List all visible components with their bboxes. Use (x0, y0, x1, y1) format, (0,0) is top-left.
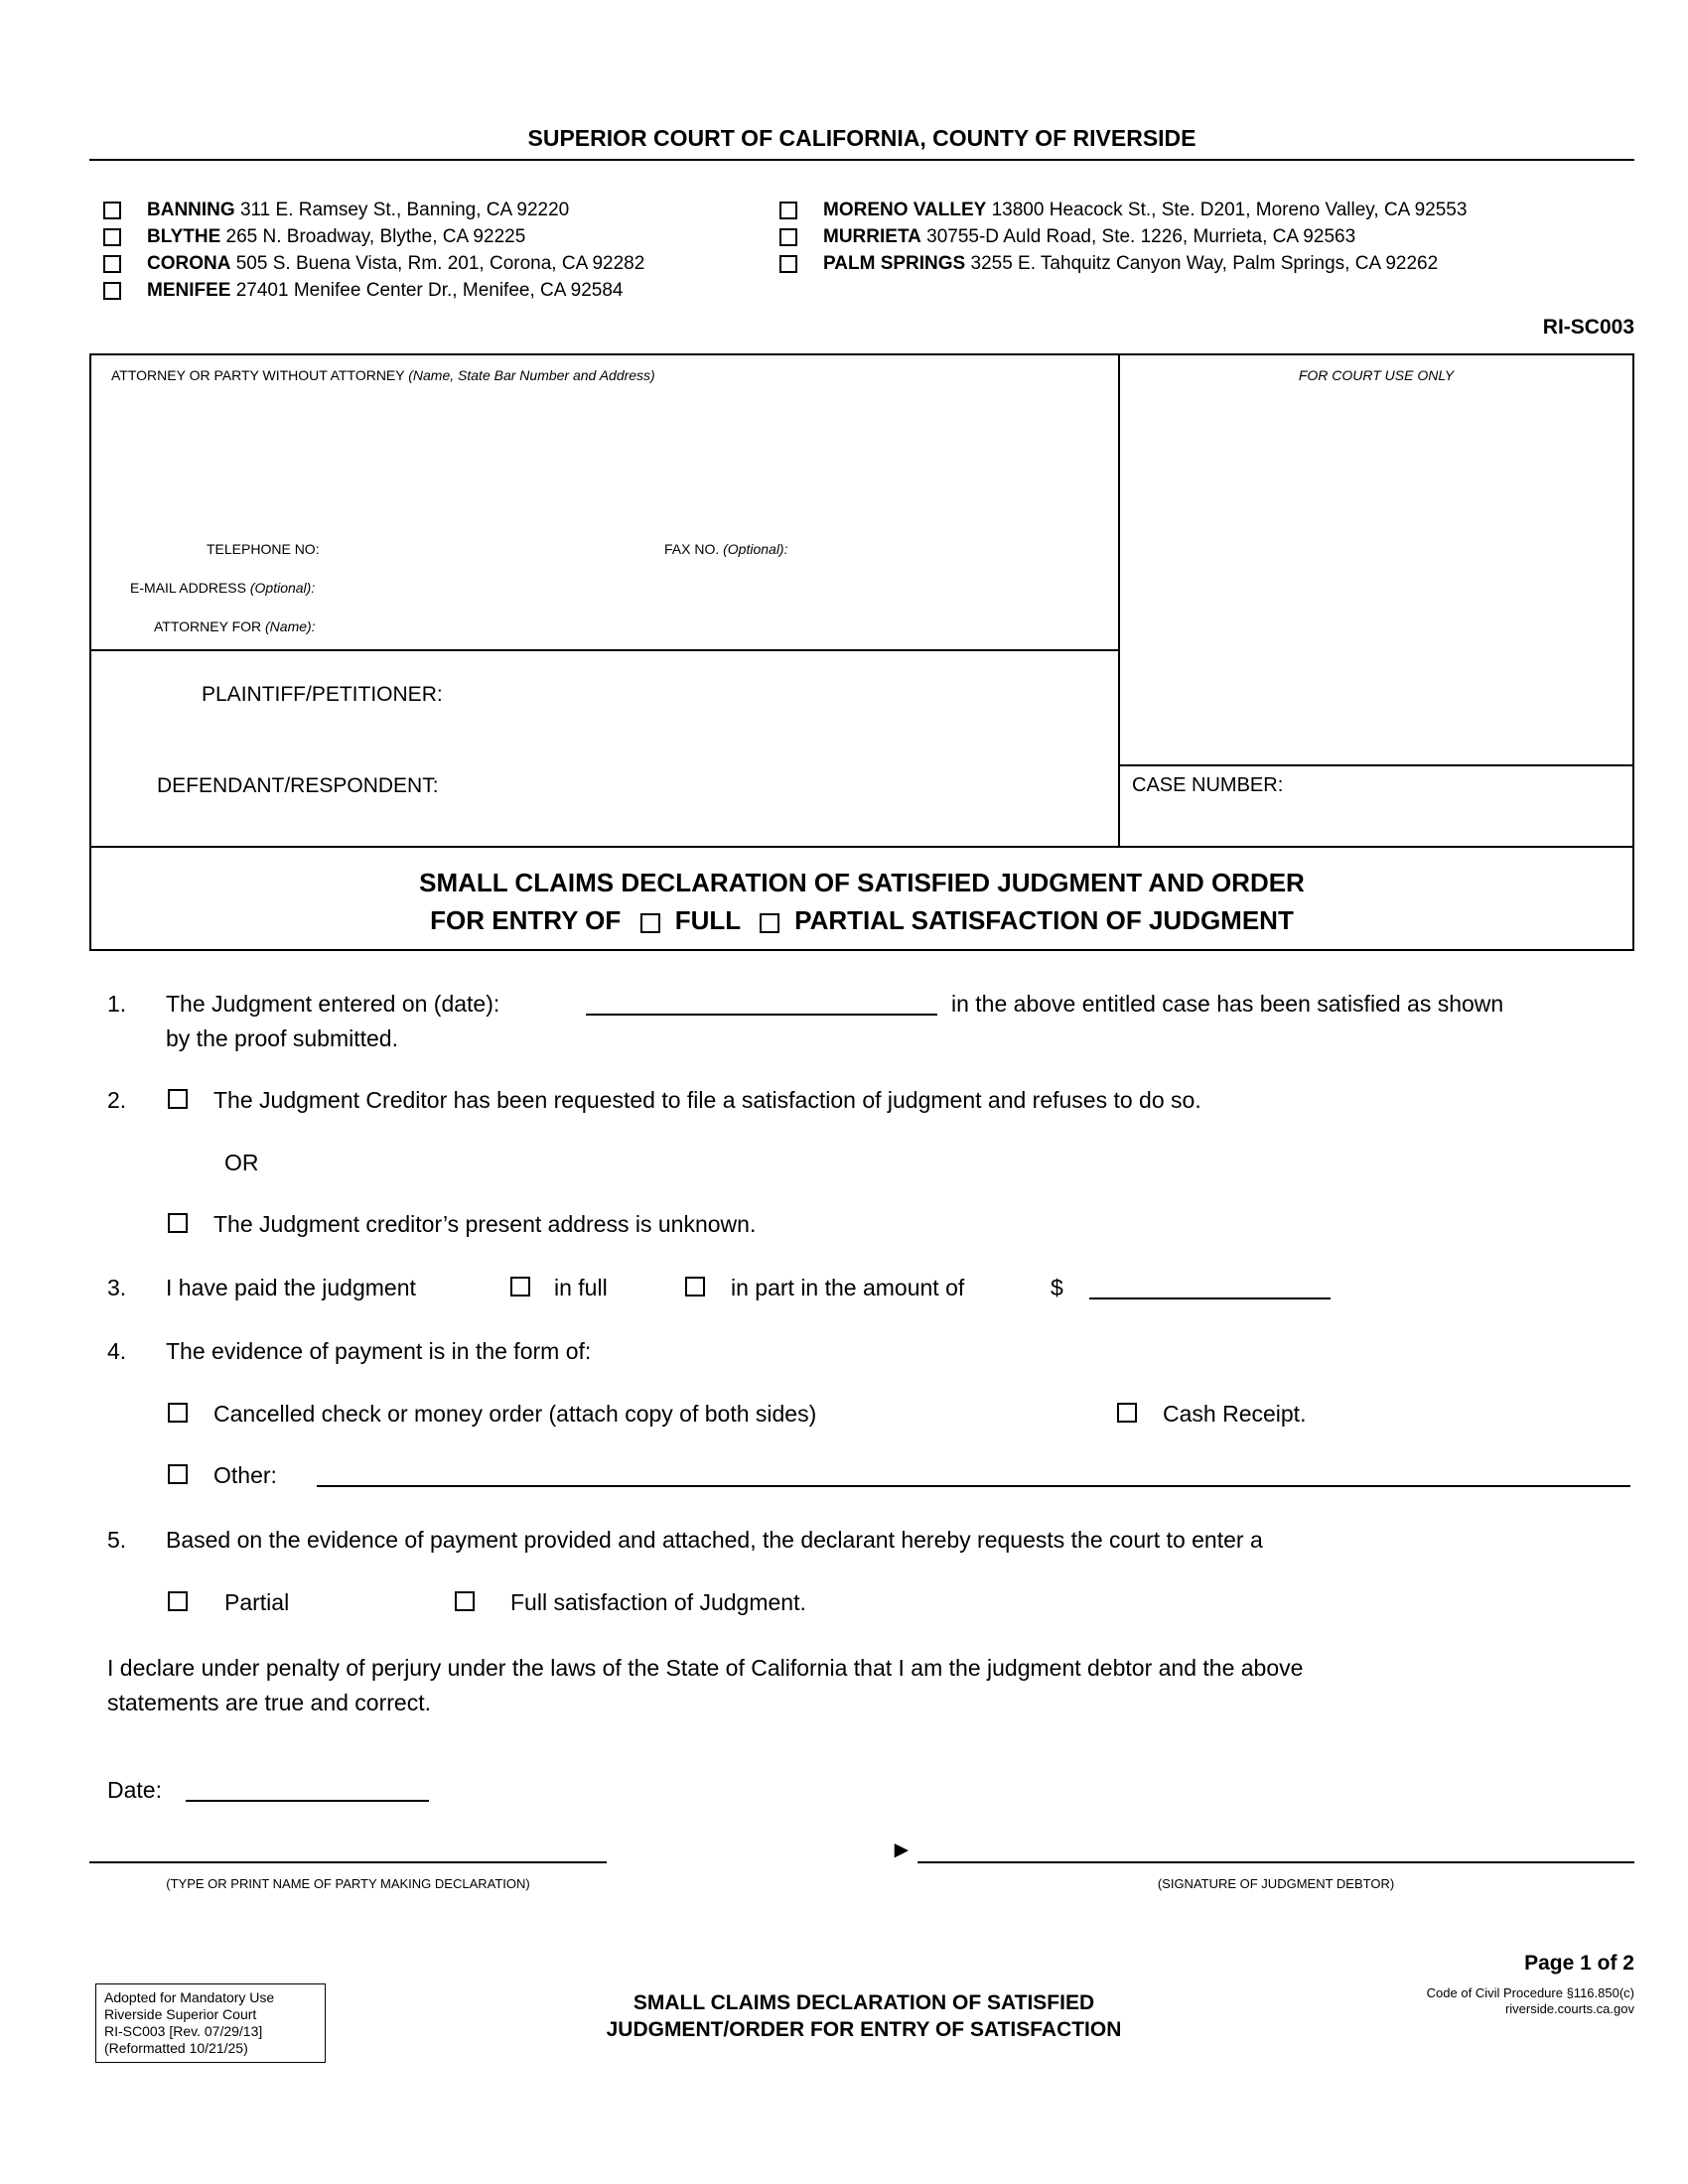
case-number-box[interactable] (1120, 764, 1632, 846)
palm-springs-checkbox[interactable] (779, 255, 797, 273)
item-1-line1 (89, 990, 1634, 1018)
other-checkbox[interactable] (168, 1464, 188, 1484)
address-unknown-checkbox[interactable] (168, 1213, 188, 1233)
date-row (89, 1776, 1634, 1804)
footer-adoption-line: RI-SC003 [Rev. 07/29/13] (104, 2023, 263, 2039)
item-1-text-before: The Judgment entered on (date): (166, 991, 500, 1017)
in-part-label: in part in the amount of (731, 1275, 965, 1300)
plaintiff-label: PLAINTIFF/PETITIONER: (202, 683, 443, 706)
email-label: E-MAIL ADDRESS (Optional): (130, 580, 316, 596)
footer-form-title-line2: JUDGMENT/ORDER FOR ENTRY OF SATISFACTION (606, 2018, 1122, 2041)
item-5 (89, 1526, 1634, 1554)
location-label (823, 200, 1467, 221)
judgment-date-field[interactable] (586, 990, 937, 1016)
full-title-checkbox[interactable] (640, 913, 660, 933)
location-row-corona (103, 250, 779, 277)
amount-field[interactable] (1089, 1274, 1331, 1299)
location-name: BANNING (147, 199, 235, 220)
declaration-line1: I declare under penalty of perjury under the laws of the State of California that I am the judgment debtor and the above (107, 1655, 1304, 1681)
item-1-line2 (89, 1024, 1634, 1052)
in-full-checkbox[interactable] (510, 1277, 530, 1297)
location-address: 505 S. Buena Vista, Rm. 201, Corona, CA 92282 (235, 252, 645, 274)
dollar-sign: $ (1051, 1275, 1063, 1300)
location-label (823, 226, 1355, 248)
murrieta-checkbox[interactable] (779, 228, 797, 246)
partial-title-label: PARTIAL SATISFACTION OF JUDGMENT (794, 905, 1294, 935)
or-label: OR (224, 1150, 259, 1175)
item-4-options1 (89, 1400, 1634, 1428)
item-2-option2 (89, 1210, 1634, 1238)
party-section[interactable] (91, 651, 1118, 846)
creditor-refuses-checkbox[interactable] (168, 1089, 188, 1109)
caption-box (89, 353, 1634, 848)
page-footer (89, 1983, 1634, 2093)
attorney-section[interactable] (91, 355, 1118, 651)
footer-adoption-line: Adopted for Mandatory Use (104, 1989, 275, 2005)
menifee-checkbox[interactable] (103, 282, 121, 300)
form-title-prefix: FOR ENTRY OF (430, 905, 622, 935)
location-address: 30755-D Auld Road, Ste. 1226, Murrieta, CA 92563 (926, 225, 1356, 247)
location-label (147, 226, 525, 248)
item-4 (89, 1337, 1634, 1365)
attorney-for-label: ATTORNEY FOR (Name): (154, 618, 316, 634)
signature-line[interactable] (917, 1835, 1634, 1863)
footer-code-line2: riverside.courts.ca.gov (1504, 2001, 1634, 2016)
footer-code-reference (1427, 1985, 1634, 2017)
attorney-label-main: ATTORNEY OR PARTY WITHOUT ATTORNEY (111, 367, 405, 383)
location-name: MENIFEE (147, 279, 231, 301)
location-row-banning (103, 197, 779, 223)
other-field[interactable] (317, 1461, 1630, 1487)
location-row-murrieta (779, 223, 1634, 250)
telephone-label: TELEPHONE NO: (207, 541, 320, 557)
cash-receipt-label: Cash Receipt. (1163, 1401, 1307, 1427)
location-row-blythe (103, 223, 779, 250)
full-title-label: FULL (674, 905, 741, 935)
footer-adoption-block (95, 1983, 326, 2063)
signature-arrow-icon: ► (890, 1837, 914, 1863)
blythe-checkbox[interactable] (103, 228, 121, 246)
location-row-palm-springs (779, 250, 1634, 277)
footer-form-title (437, 1989, 1291, 2043)
court-locations (89, 197, 1634, 304)
cash-receipt-checkbox[interactable] (1117, 1403, 1137, 1423)
case-number-label: CASE NUMBER: (1132, 774, 1284, 796)
corona-checkbox[interactable] (103, 255, 121, 273)
item-3 (89, 1274, 1634, 1301)
fax-label: FAX NO. (Optional): (664, 541, 788, 557)
court-title: SUPERIOR COURT OF CALIFORNIA, COUNTY OF RIVERSIDE (527, 125, 1196, 151)
item-1-text-line2: by the proof submitted. (166, 1025, 398, 1051)
item-4-other (89, 1461, 1634, 1489)
location-address: 311 E. Ramsey St., Banning, CA 92220 (239, 199, 570, 220)
location-address: 27401 Menifee Center Dr., Menifee, CA 92584 (235, 279, 624, 301)
item-2-or (89, 1149, 1634, 1176)
cancelled-check-checkbox[interactable] (168, 1403, 188, 1423)
location-label (147, 280, 623, 302)
location-name: CORONA (147, 252, 231, 274)
caption-right (1120, 355, 1632, 846)
page-header (89, 125, 1634, 161)
partial-satisfaction-checkbox[interactable] (168, 1591, 188, 1611)
location-label (823, 253, 1438, 275)
date-field[interactable] (186, 1776, 429, 1802)
item-3-text: I have paid the judgment (166, 1275, 416, 1300)
location-label (147, 253, 644, 275)
location-name: MURRIETA (823, 225, 921, 247)
location-name: BLYTHE (147, 225, 221, 247)
footer-form-title-line1: SMALL CLAIMS DECLARATION OF SATISFIED (633, 1991, 1095, 2014)
footer-code-line1: Code of Civil Procedure §116.850(c) (1426, 1985, 1634, 2000)
moreno-valley-checkbox[interactable] (779, 202, 797, 219)
signature-section (89, 1835, 1634, 1894)
caption-left (91, 355, 1120, 846)
form-title-line1: SMALL CLAIMS DECLARATION OF SATISFIED JUDGMENT AND ORDER (419, 868, 1305, 897)
item-1-text-after: in the above entitled case has been satisfied as shown (951, 991, 1504, 1017)
item-3-number: 3. (107, 1275, 127, 1300)
partial-satisfaction-label: Partial (224, 1589, 290, 1615)
locations-right-column (779, 197, 1634, 304)
item-2-option2-text: The Judgment creditor’s present address is unknown. (213, 1211, 757, 1237)
location-name: PALM SPRINGS (823, 252, 966, 274)
other-label: Other: (213, 1462, 277, 1488)
form-number: RI-SC003 (1542, 316, 1634, 339)
date-label: Date: (107, 1777, 162, 1803)
attorney-label (111, 367, 655, 383)
footer-adoption-line: (Reformatted 10/21/25) (104, 2040, 248, 2056)
footer-adoption-line: Riverside Superior Court (104, 2006, 257, 2022)
declarant-name-line[interactable] (89, 1835, 607, 1863)
cancelled-check-label: Cancelled check or money order (attach copy of both sides) (213, 1401, 817, 1427)
defendant-label: DEFENDANT/RESPONDENT: (157, 774, 439, 797)
locations-left-column (89, 197, 779, 304)
perjury-declaration-text (107, 1651, 1303, 1720)
location-row-menifee (103, 277, 779, 304)
location-label (147, 200, 569, 221)
attorney-label-paren: (Name, State Bar Number and Address) (408, 367, 655, 383)
location-name: MORENO VALLEY (823, 199, 987, 220)
item-4-number: 4. (107, 1338, 127, 1364)
court-use-label: FOR COURT USE ONLY (1298, 367, 1455, 383)
signature-caption: (SIGNATURE OF JUDGMENT DEBTOR) (1157, 1876, 1395, 1891)
item-5-options (89, 1588, 1634, 1616)
item-4-text: The evidence of payment is in the form of: (166, 1338, 592, 1364)
in-full-label: in full (554, 1275, 608, 1300)
item-2-option1-text: The Judgment Creditor has been requested to file a satisfaction of judgment and refuses to do so. (213, 1087, 1201, 1113)
page-number: Page 1 of 2 (1524, 1952, 1634, 1975)
item-1-number: 1. (107, 991, 127, 1017)
full-satisfaction-label: Full satisfaction of Judgment. (510, 1589, 806, 1615)
location-address: 13800 Heacock St., Ste. D201, Moreno Valley, CA 92553 (991, 199, 1468, 220)
partial-title-checkbox[interactable] (760, 913, 779, 933)
declaration-line2: statements are true and correct. (107, 1690, 431, 1715)
name-caption: (TYPE OR PRINT NAME OF PARTY MAKING DECLARATION) (166, 1876, 530, 1891)
in-part-checkbox[interactable] (685, 1277, 705, 1297)
location-address: 3255 E. Tahquitz Canyon Way, Palm Springs, CA 92262 (970, 252, 1439, 274)
location-address: 265 N. Broadway, Blythe, CA 92225 (225, 225, 526, 247)
form-title-line2 (91, 905, 1632, 936)
banning-checkbox[interactable] (103, 202, 121, 219)
form-title-box (89, 846, 1634, 951)
full-satisfaction-checkbox[interactable] (455, 1591, 475, 1611)
item-2-option1 (89, 1086, 1634, 1114)
item-2-number: 2. (107, 1087, 127, 1113)
item-5-number: 5. (107, 1527, 127, 1553)
item-5-text: Based on the evidence of payment provided and attached, the declarant hereby requests the court to enter a (166, 1527, 1263, 1553)
location-row-moreno-valley (779, 197, 1634, 223)
